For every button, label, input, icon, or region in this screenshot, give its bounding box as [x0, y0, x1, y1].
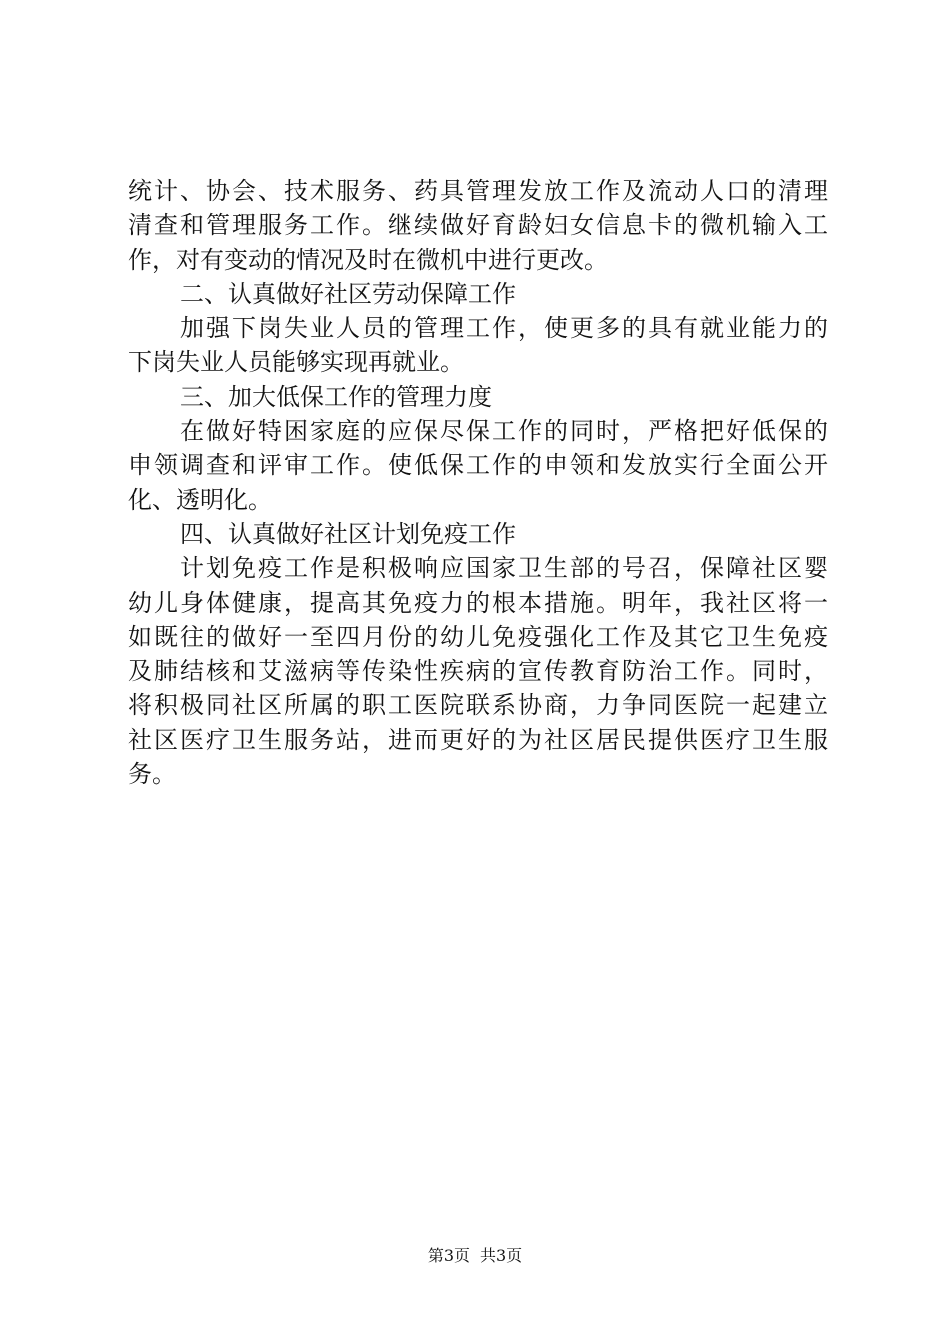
- page-number: 第3页: [427, 1246, 470, 1265]
- text-line: 将积极同社区所属的职工医院联系协商，力争同医院一起建立: [128, 691, 828, 720]
- text-line: 化、透明化。: [128, 485, 272, 514]
- section-heading: 二、认真做好社区劳动保障工作: [180, 279, 516, 308]
- text-line: 清查和管理服务工作。继续做好育龄妇女信息卡的微机输入工: [128, 211, 828, 240]
- text-line: 下岗失业人员能够实现再就业。: [128, 348, 464, 377]
- text-line: 务。: [128, 760, 176, 789]
- text-line: 及肺结核和艾滋病等传染性疾病的宣传教育防治工作。同时，: [128, 657, 828, 686]
- section-heading: 三、加大低保工作的管理力度: [180, 382, 492, 411]
- section-heading: 四、认真做好社区计划免疫工作: [180, 519, 516, 548]
- text-line: 申领调查和评审工作。使低保工作的申领和发放实行全面公开: [128, 451, 828, 480]
- text-line: 计划免疫工作是积极响应国家卫生部的号召，保障社区婴: [180, 554, 828, 583]
- text-line: 如既往的做好一至四月份的幼儿免疫强化工作及其它卫生免疫: [128, 622, 828, 651]
- text-line: 统计、协会、技术服务、药具管理发放工作及流动人口的清理: [128, 177, 828, 205]
- document-body: [128, 174, 828, 791]
- text-line: 社区医疗卫生服务站，进而更好的为社区居民提供医疗卫生服: [128, 725, 828, 754]
- text-line: 幼儿身体健康，提高其免疫力的根本措施。明年，我社区将一: [128, 588, 828, 617]
- page-total: 共3页: [480, 1246, 523, 1265]
- text-line: 加强下岗失业人员的管理工作，使更多的具有就业能力的: [180, 314, 828, 343]
- text-line: 在做好特困家庭的应保尽保工作的同时，严格把好低保的: [180, 417, 828, 446]
- page-footer: [0, 1246, 950, 1266]
- text-line: 作，对有变动的情况及时在微机中进行更改。: [128, 245, 608, 274]
